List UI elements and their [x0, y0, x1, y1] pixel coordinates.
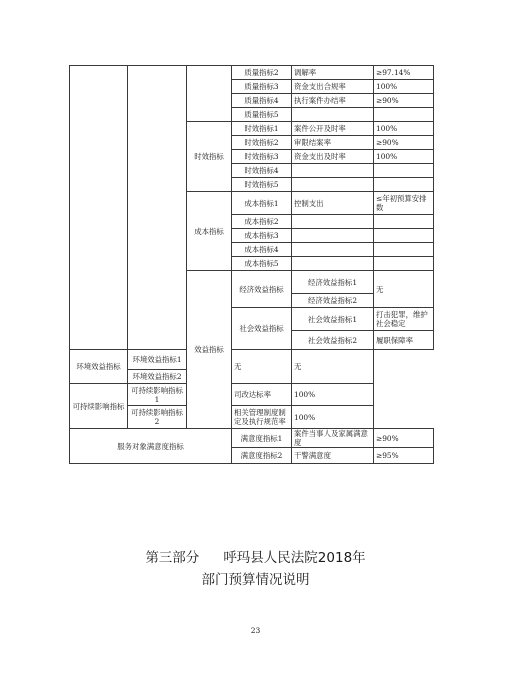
timeliness-label: 时效指标: [187, 122, 232, 192]
blank-level1-cell: [70, 66, 128, 350]
indicator-desc: [292, 257, 374, 271]
blank-level2-cell: [128, 66, 187, 350]
indicator-desc: [292, 108, 374, 122]
indicator-desc: 执行案件办结率: [292, 94, 374, 108]
indicator-desc: [292, 243, 374, 257]
indicator-name: 环境效益指标1: [128, 350, 187, 370]
indicator-desc: [292, 164, 374, 178]
indicator-name: 社会效益指标2: [292, 331, 374, 350]
indicator-name: 时效指标1: [232, 122, 292, 136]
indicator-desc: 调解率: [292, 66, 374, 80]
heading-title: 呼玛县人民法院2018年: [223, 550, 366, 566]
table-row: [70, 384, 434, 406]
indicator-value: [374, 178, 434, 192]
indicator-desc: [292, 178, 374, 192]
indicator-name: 质量指标3: [232, 80, 292, 94]
indicator-name: 环境效益指标2: [128, 370, 187, 384]
indicator-value: ≥97.14%: [374, 66, 434, 80]
indicator-name: 质量指标5: [232, 108, 292, 122]
heading-line-2: 部门预算情况说明: [201, 572, 310, 588]
indicator-name: 满意度指标2: [232, 448, 292, 464]
part-label: 第三部分: [145, 550, 200, 566]
indicator-desc: [292, 215, 374, 229]
indicator-value: 100%: [374, 150, 434, 164]
indicator-value: [374, 229, 434, 243]
indicator-value: 无: [292, 350, 374, 384]
indicator-name: 社会效益指标1: [292, 308, 374, 331]
indicator-desc: [292, 229, 374, 243]
indicator-value: 100%: [374, 80, 434, 94]
table-row: [70, 350, 434, 370]
quality-indicator-cell: [187, 66, 232, 122]
indicator-name: 经济效益指标1: [292, 271, 374, 294]
indicator-value: ≥95%: [374, 448, 434, 464]
indicator-name: 满意度指标1: [232, 429, 292, 448]
indicator-desc: 案件公开及时率: [292, 122, 374, 136]
indicator-name: 时效指标2: [232, 136, 292, 150]
indicator-name: 时效指标4: [232, 164, 292, 178]
indicator-desc: 案件当事人及家属满意度: [292, 429, 374, 448]
indicator-desc: 无: [374, 271, 434, 308]
indicator-name: 成本指标2: [232, 215, 292, 229]
indicator-value: 100%: [292, 406, 374, 429]
table-row: [70, 429, 434, 448]
indicator-value: ≤年初预算安排数: [374, 192, 434, 215]
benefit-label: 效益指标: [187, 271, 232, 429]
indicator-desc: 干警满意度: [292, 448, 374, 464]
indicator-value: [374, 164, 434, 178]
cost-label: 成本指标: [187, 192, 232, 271]
indicator-value: [374, 257, 434, 271]
indicator-desc: 资金支出合规率: [292, 80, 374, 94]
indicator-value: ≥90%: [374, 136, 434, 150]
indicator-desc: 履职保障率: [374, 331, 434, 350]
satisfaction-label: 服务对象满意度指标: [70, 429, 232, 464]
indicator-name: 质量指标4: [232, 94, 292, 108]
social-benefit-label: 社会效益指标: [232, 308, 292, 350]
indicator-name: 可持续影响指标1: [128, 384, 187, 406]
indicator-value: 100%: [292, 384, 374, 406]
indicator-name: 经济效益指标2: [292, 294, 374, 308]
indicator-name: 时效指标5: [232, 178, 292, 192]
indicator-name: 成本指标3: [232, 229, 292, 243]
indicator-value: [374, 243, 434, 257]
page-number: 23: [250, 626, 261, 635]
indicator-name: 时效指标3: [232, 150, 292, 164]
performance-indicator-table: [69, 65, 434, 464]
indicator-value: ≥90%: [374, 429, 434, 448]
indicator-value: [374, 215, 434, 229]
indicator-value: [374, 108, 434, 122]
indicator-value: ≥90%: [374, 94, 434, 108]
sustainable-impact-label: 可持续影响指标: [70, 384, 128, 429]
section-heading: [0, 547, 511, 591]
indicator-desc: 资金支出及时率: [292, 150, 374, 164]
indicator-name: 可持续影响指标2: [128, 406, 187, 429]
indicator-desc: 司改达标率: [232, 384, 292, 406]
indicator-desc: 无: [232, 350, 292, 384]
indicator-desc: 控制支出: [292, 192, 374, 215]
indicator-name: 成本指标4: [232, 243, 292, 257]
indicator-desc: 打击犯罪，维护社会稳定: [374, 308, 434, 331]
indicator-name: 成本指标1: [232, 192, 292, 215]
heading-line-1: [0, 547, 511, 569]
environmental-benefit-label: 环境效益指标: [70, 350, 128, 384]
indicator-name: 质量指标2: [232, 66, 292, 80]
indicator-value: 100%: [374, 122, 434, 136]
table-row: [70, 66, 434, 80]
indicator-desc: 审限结案率: [292, 136, 374, 150]
indicator-desc: 相关管理制度制定及执行规范率: [232, 406, 292, 429]
indicator-name: 成本指标5: [232, 257, 292, 271]
economic-benefit-label: 经济效益指标: [232, 271, 292, 308]
